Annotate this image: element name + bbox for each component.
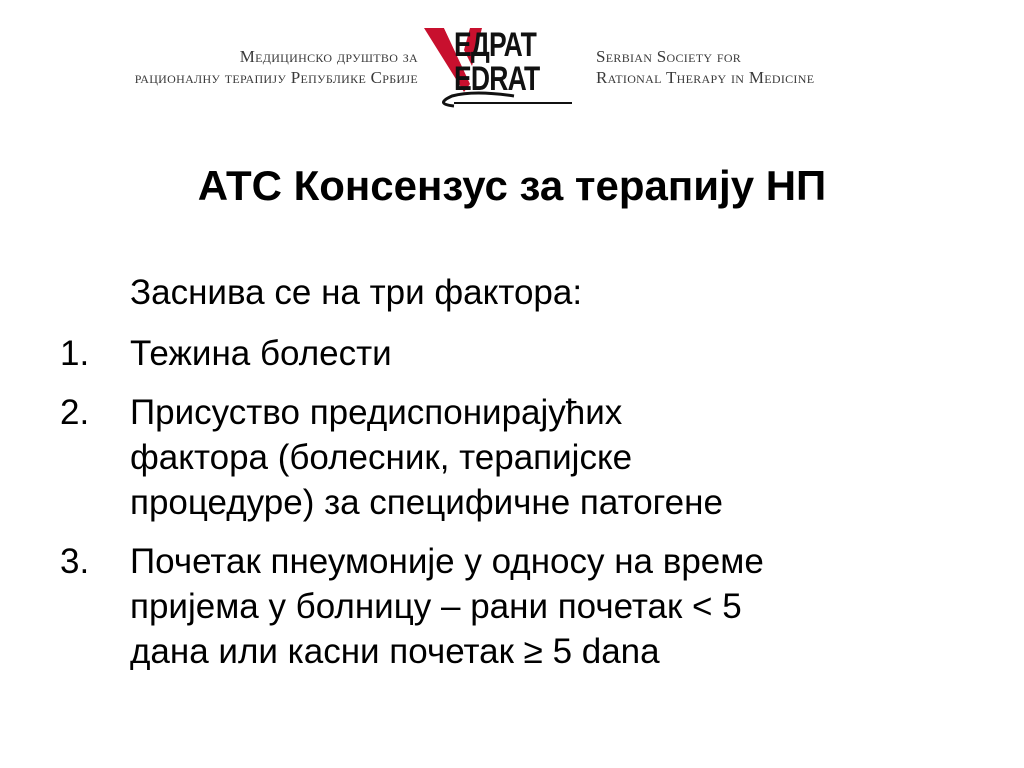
slide-title: АТС Консензус за терапију НП: [197, 162, 827, 209]
medrat-logo: [424, 26, 574, 110]
list-item-number: 1.: [60, 334, 90, 373]
list-item: [60, 390, 980, 525]
list-item-text: дана или касни почетак ≥ 5 dana: [130, 632, 660, 671]
logo-text-cyrillic: ЕДРАТ: [454, 26, 537, 64]
org-name-english-line-1: Serbian Society for: [596, 47, 742, 66]
list-item-number: 2.: [60, 393, 90, 432]
list-item-text: Присуство предиспонирајућих: [130, 393, 623, 432]
org-name-serbian-line-2: рационалну терапију Републике Србије: [134, 68, 418, 87]
list-item: [60, 539, 980, 674]
org-name-english: [596, 46, 814, 88]
logo-underline: [454, 102, 572, 104]
list-item-text: фактора (болесник, терапијске: [130, 438, 633, 477]
org-name-serbian-line-1: Медицинско друштво за: [239, 47, 418, 66]
list-item-text: Тежина болести: [130, 334, 392, 373]
slide-body: [60, 270, 980, 688]
list-item: [60, 331, 980, 376]
slide-intro: Заснива се на три фактора:: [130, 273, 583, 312]
list-item-text: Почетак пнеумоније у односу на време: [130, 542, 764, 581]
list-item-text: пријема у болницу – рани почетак < 5: [130, 587, 742, 626]
logo-text-latin: EDRAT: [454, 60, 540, 98]
slide-header: [0, 0, 1024, 120]
org-name-english-line-2: Rational Therapy in Medicine: [596, 68, 815, 87]
list-item-number: 3.: [60, 542, 90, 581]
list-item-text: процедуре) за специфичне патогене: [130, 483, 723, 522]
org-name-serbian: [135, 46, 418, 88]
